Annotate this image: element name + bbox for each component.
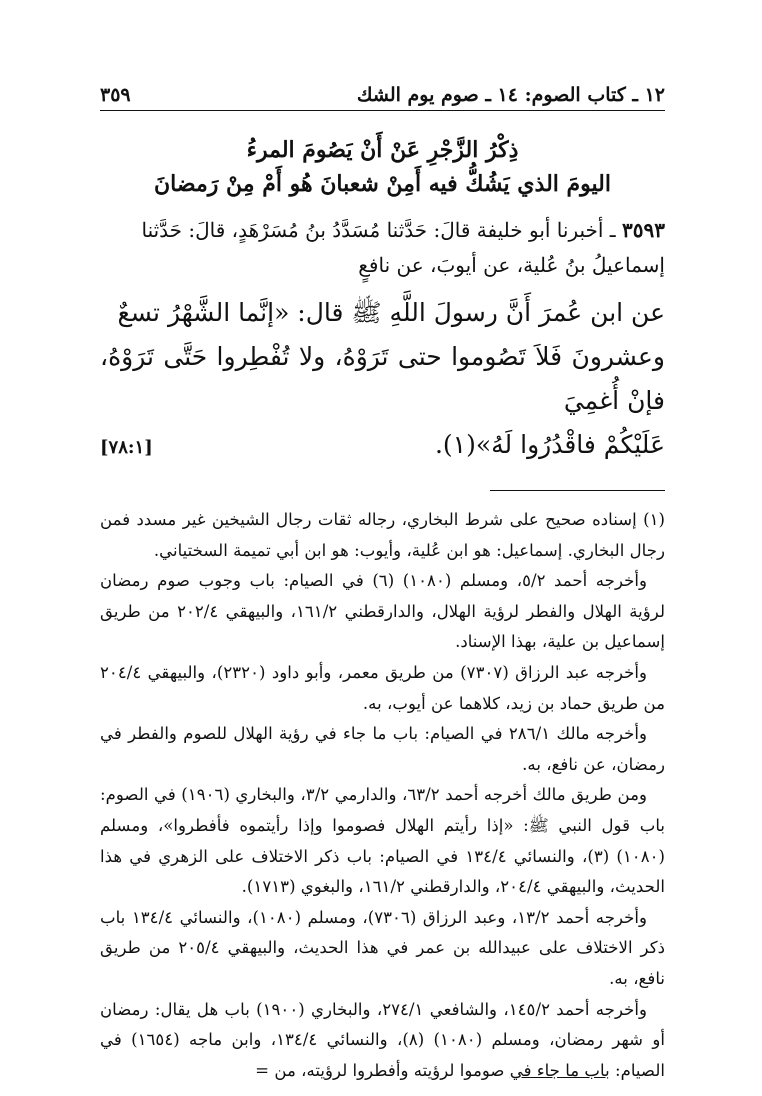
footnote-7-underlined: باب ما جاء في <box>509 1060 610 1080</box>
chapter-title-line-2: اليومَ الذي يَشُكُّ فيه أَمِنْ شعبانَ هُو أَمْ مِنْ رَمضانَ <box>154 171 611 197</box>
footnote-paragraph-5: ومن طريق مالك أخرجه أحمد ٦٣/٢، والدارمي ٣/٢، والبخاري (١٩٠٦) في الصوم: باب قول النبي ﷺ: «إذا رأيتم الهلال فصوموا وإذا رأيتموه فأفطروا»، ومسلم (١٠٨٠) (٣)، والنسائي ١٣٤/٤ في الصيام: باب ذكر الاختلاف على الزهري في هذا الحديث، والبيهقي ٢٠٤/٤، والدارقطني ١٦١/٢، والبغوي (١٧١٣). <box>100 785 666 897</box>
footnote-paragraph-7 <box>100 995 665 1087</box>
matn-line-1: عن ابن عُمرَ أَنَّ رسولَ اللَّهِ ﷺ قال: «إنَّما الشَّهْرُ تسعٌ <box>117 298 665 327</box>
footnote-7-start: وأخرجه أحمد ١٤٥/٢، والشافعي ٢٧٤/١، والبخاري (١٩٠٠) باب هل يقال: رمضان أو شهر رمضان، ومسلم (١٠٨٠) (٨)، والنسائي ١٣٤/٤، وابن ماجه (١٦٥٤) في الصيام: <box>100 999 665 1080</box>
page-number: ٣٥٩ <box>100 84 131 106</box>
footnote-paragraph-6: وأخرجه أحمد ١٣/٢، وعبد الرزاق (٧٣٠٦)، ومسلم (١٠٨٠)، والنسائي ١٣٤/٤ باب ذكر الاختلاف على عبيدالله بن عمر في هذا الحديث، والبيهقي ٢٠٥/٤ من طريق نافع، به. <box>100 907 666 988</box>
hadith-number: ٣٥٩٣ <box>622 218 665 242</box>
chapter-title <box>100 133 665 201</box>
running-title: ١٢ ـ كتاب الصوم: ١٤ ـ صوم يوم الشك <box>356 84 665 106</box>
footnote-divider <box>490 490 665 491</box>
hadith-reference: [٧٨:١] <box>100 437 153 458</box>
matn-line-2: وعشرونَ فَلاَ تَصُوموا حتى تَرَوْهُ، ولا تُفْطِروا حَتَّى تَرَوْهُ، فإنْ أُغمِيَ <box>100 342 665 415</box>
hadith-isnad <box>100 213 665 283</box>
footnotes <box>100 505 665 1086</box>
running-header <box>100 84 665 111</box>
footnote-paragraph-3: وأخرجه عبد الرزاق (٧٣٠٧) من طريق معمر، وأبو داود (٢٣٢٠)، والبيهقي ٢٠٤/٤ من طريق حماد بن زيد، كلاهما عن أيوب، به. <box>100 662 665 713</box>
chapter-title-line-1: ذِكْرُ الزَّجْرِ عَنْ أَنْ يَصُومَ المرءُ <box>246 137 519 163</box>
footnote-paragraph-2: وأخرجه أحمد ٥/٢، ومسلم (١٠٨٠) (٦) في الصيام: باب وجوب صوم رمضان لرؤية الهلال والفطر لرؤية الهلال، والدارقطني ١٦١/٢، والبيهقي ٢٠٢/٤ من طريق إسماعيل بن علية، بهذا الإسناد. <box>100 571 665 652</box>
footnote-paragraph-1: (١) إسناده صحيح على شرط البخاري، رجاله ثقات رجال الشيخين غير مسدد فمن رجال البخاري. إسماعيل: هو ابن عُلية، وأيوب: هو ابن أبي تميمة السختياني. <box>100 510 665 560</box>
isnad-line-1: ـ أخبرنا أبو خليفة قالَ: حَدَّثنا مُسَدَّدُ بنُ مُسَرْهَدٍ، قالَ: حَدَّثنا <box>141 218 616 242</box>
hadith-matn <box>100 291 665 470</box>
book-page <box>100 84 665 1086</box>
matn-line-3: عَلَيْكُمْ فاقْدُرُوا لَهُ»(١). <box>434 430 665 459</box>
isnad-line-2: إسماعيلُ بنُ عُلية، عن أيوبَ، عن نافعٍ <box>358 253 665 277</box>
footnote-paragraph-4: وأخرجه مالك ٢٨٦/١ في الصيام: باب ما جاء في رؤية الهلال للصوم والفطر في رمضان، عن نافع، به. <box>100 724 665 774</box>
footnote-7-end: صوموا لرؤيته وأفطروا لرؤيته، من = <box>255 1060 510 1080</box>
